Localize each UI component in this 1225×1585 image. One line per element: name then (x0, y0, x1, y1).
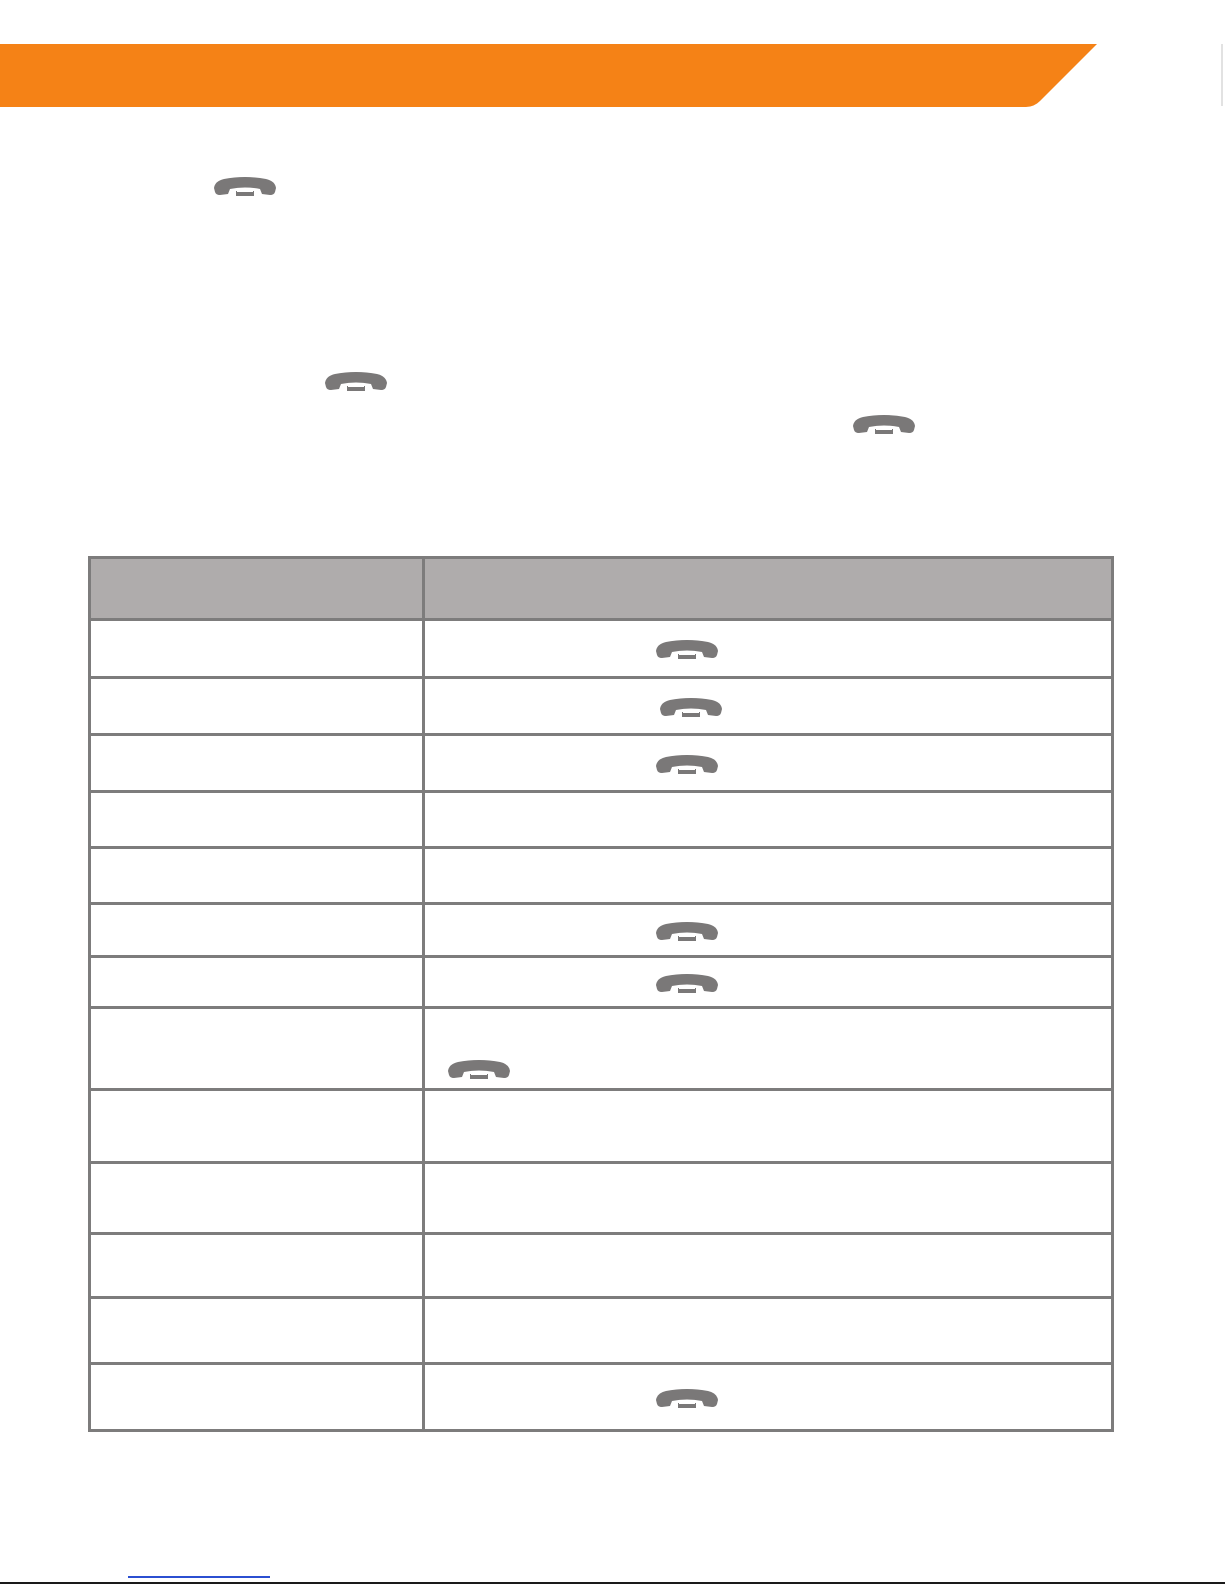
table-cell-operation (424, 1298, 1113, 1364)
table-cell-function (90, 1090, 424, 1163)
end-call-handset-icon (654, 754, 720, 776)
table-header-cell-2 (424, 558, 1113, 620)
table-row (90, 1008, 1113, 1090)
end-call-handset-icon (212, 176, 278, 198)
table-cell-operation (424, 1008, 1113, 1090)
table-row (90, 957, 1113, 1008)
table-cell-function (90, 848, 424, 904)
table-row (90, 904, 1113, 957)
table-row (90, 1298, 1113, 1364)
table-cell-operation (424, 1234, 1113, 1298)
table-row (90, 735, 1113, 792)
header-banner-shape (0, 44, 1105, 107)
table-cell-function (90, 1364, 424, 1431)
table-cell-operation (424, 792, 1113, 848)
table-row (90, 1163, 1113, 1234)
page-edge-mark (1221, 44, 1223, 106)
end-call-handset-icon (654, 973, 720, 995)
table-cell-operation (424, 678, 1113, 735)
table-row (90, 620, 1113, 678)
table-row (90, 678, 1113, 735)
table-cell-operation (424, 848, 1113, 904)
table-header-row (90, 558, 1113, 620)
table-cell-function (90, 1234, 424, 1298)
table-cell-operation (424, 1364, 1113, 1431)
end-call-handset-icon (323, 371, 389, 393)
end-call-handset-icon (654, 921, 720, 943)
table-row (90, 792, 1113, 848)
footer-rule (0, 1582, 1225, 1584)
table-cell-operation (424, 735, 1113, 792)
table-cell-function (90, 678, 424, 735)
end-call-handset-icon (654, 639, 720, 661)
table-cell-operation (424, 904, 1113, 957)
end-call-handset-icon (446, 1059, 512, 1081)
table-cell-function (90, 1008, 424, 1090)
reference-table-container (88, 556, 1111, 1432)
table-row (90, 1090, 1113, 1163)
table-cell-operation (424, 957, 1113, 1008)
table-cell-function (90, 792, 424, 848)
end-call-handset-icon (654, 1388, 720, 1410)
end-call-handset-icon (658, 697, 724, 719)
footer-link-underline[interactable] (128, 1576, 270, 1578)
header-banner (0, 44, 1105, 107)
end-call-handset-icon (851, 414, 917, 436)
table-cell-operation (424, 1090, 1113, 1163)
table-cell-function (90, 1298, 424, 1364)
reference-table (88, 556, 1114, 1432)
table-cell-function (90, 1163, 424, 1234)
table-header-cell-1 (90, 558, 424, 620)
table-cell-function (90, 620, 424, 678)
table-cell-function (90, 957, 424, 1008)
table-cell-function (90, 735, 424, 792)
table-cell-operation (424, 620, 1113, 678)
table-row (90, 1234, 1113, 1298)
table-row (90, 848, 1113, 904)
table-cell-operation (424, 1163, 1113, 1234)
table-row (90, 1364, 1113, 1431)
table-cell-function (90, 904, 424, 957)
